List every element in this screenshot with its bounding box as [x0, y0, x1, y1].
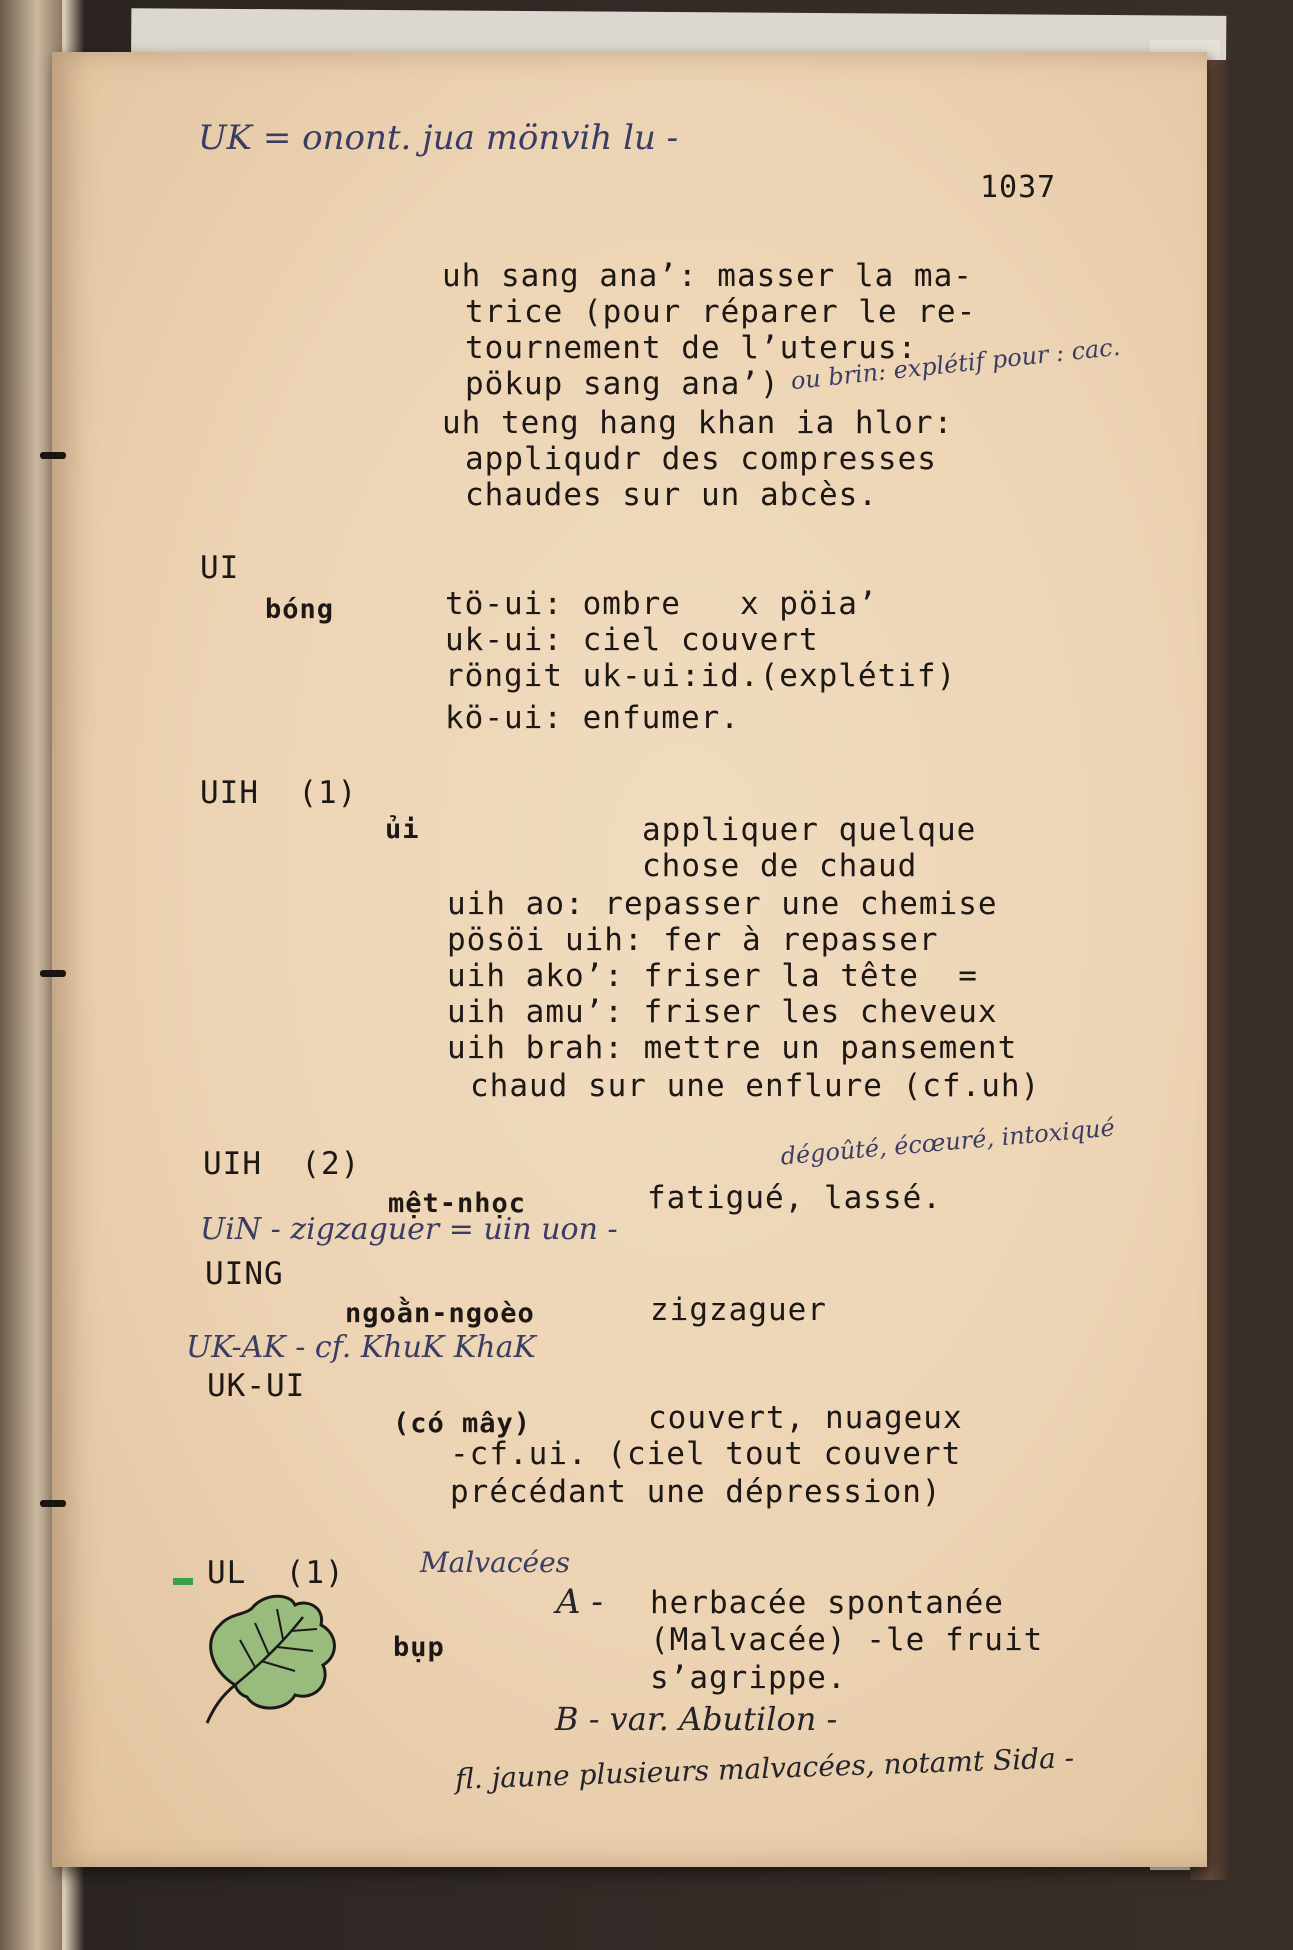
headword-uing: UING	[205, 1256, 284, 1292]
vietnamese-gloss: bụp	[393, 1632, 445, 1663]
entry-line: uih ako’: friser la tête =	[447, 958, 978, 994]
entry-line: uih ao: repasser une chemise	[447, 886, 998, 922]
entry-line: röngit uk-ui:id.(explétif)	[445, 658, 957, 694]
binding-stitch	[40, 1500, 66, 1507]
definition-line: herbacée spontanée	[650, 1585, 1004, 1621]
vietnamese-gloss: ngoằn-ngoèo	[345, 1298, 535, 1329]
binding-stitch	[40, 452, 66, 459]
headword-ui: UI	[200, 550, 240, 586]
headword-uk-ui: UK-UI	[207, 1368, 306, 1404]
entry-line: appliqudr des compresses	[465, 441, 937, 477]
headword-ul-1: UL (1)	[207, 1555, 345, 1591]
vietnamese-gloss: bóng	[265, 594, 335, 625]
entry-line: kö-ui: enfumer.	[445, 700, 740, 736]
entry-line: tournement de l’uterus:	[465, 330, 918, 366]
definition-line: appliquer quelque	[642, 812, 977, 848]
handwritten-variant-b: B - var. Abutilon -	[555, 1700, 838, 1738]
vietnamese-gloss: ủi	[385, 814, 420, 845]
entry-line: uih amu’: friser les cheveux	[447, 994, 998, 1030]
entry-line: chaud sur une enflure (cf.uh)	[470, 1068, 1041, 1104]
entry-line: trice (pour réparer le re-	[465, 294, 977, 330]
headword-uih-2: UIH (2)	[203, 1146, 361, 1182]
vietnamese-gloss: mệt-nhọc	[388, 1188, 527, 1219]
entry-line: pösöi uih: fer à repasser	[447, 922, 939, 958]
entry-line: uh sang ana’: masser la ma-	[442, 258, 973, 294]
entry-line: uih brah: mettre un pansement	[447, 1030, 1018, 1066]
handwritten-variant-a: A -	[556, 1582, 603, 1622]
handwritten-note-uh: ou brin: explétif pour : cac.	[789, 332, 1122, 396]
handwritten-note-uih2: dégoûté, écœuré, intoxiqué	[779, 1113, 1116, 1171]
entry-line: uk-ui: ciel couvert	[445, 622, 819, 658]
definition-line: fatigué, lassé.	[647, 1180, 942, 1216]
definition-line: couvert, nuageux	[648, 1400, 963, 1436]
handwritten-note-uin: UiN - zigzaguer = uin uon -	[200, 1212, 618, 1247]
vietnamese-gloss: (có mây)	[393, 1408, 532, 1439]
headword-uih-1: UIH (1)	[200, 775, 358, 811]
definition-line: chose de chaud	[642, 848, 918, 884]
handwritten-note-bottom: fl. jaune plusieurs malvacées, notamt Sida -	[454, 1741, 1075, 1796]
entry-line: pökup sang ana’)	[465, 366, 780, 402]
binding-stitch	[40, 970, 66, 977]
page-number: 1037	[980, 170, 1057, 205]
leaf-sketch-icon	[195, 1585, 355, 1735]
entry-line: -cf.ui. (ciel tout couvert	[450, 1436, 962, 1472]
entry-line: chaudes sur un abcès.	[465, 477, 878, 513]
definition-line: s’agrippe.	[650, 1660, 847, 1696]
handwritten-note-ul: Malvacées	[420, 1546, 571, 1579]
entry-line: uh teng hang khan ia hlor:	[442, 405, 954, 441]
handwritten-note-top: UK = onont. jua mönvih lu -	[198, 118, 679, 158]
green-margin-mark	[173, 1578, 193, 1585]
entry-line: tö-ui: ombre x pöia’	[445, 586, 878, 622]
definition-line: (Malvacée) -le fruit	[650, 1622, 1044, 1658]
definition-line: zigzaguer	[650, 1292, 827, 1328]
handwritten-note-ukak: UK-AK - cf. KhuK KhaK	[186, 1330, 536, 1365]
entry-line: précédant une dépression)	[450, 1474, 942, 1510]
